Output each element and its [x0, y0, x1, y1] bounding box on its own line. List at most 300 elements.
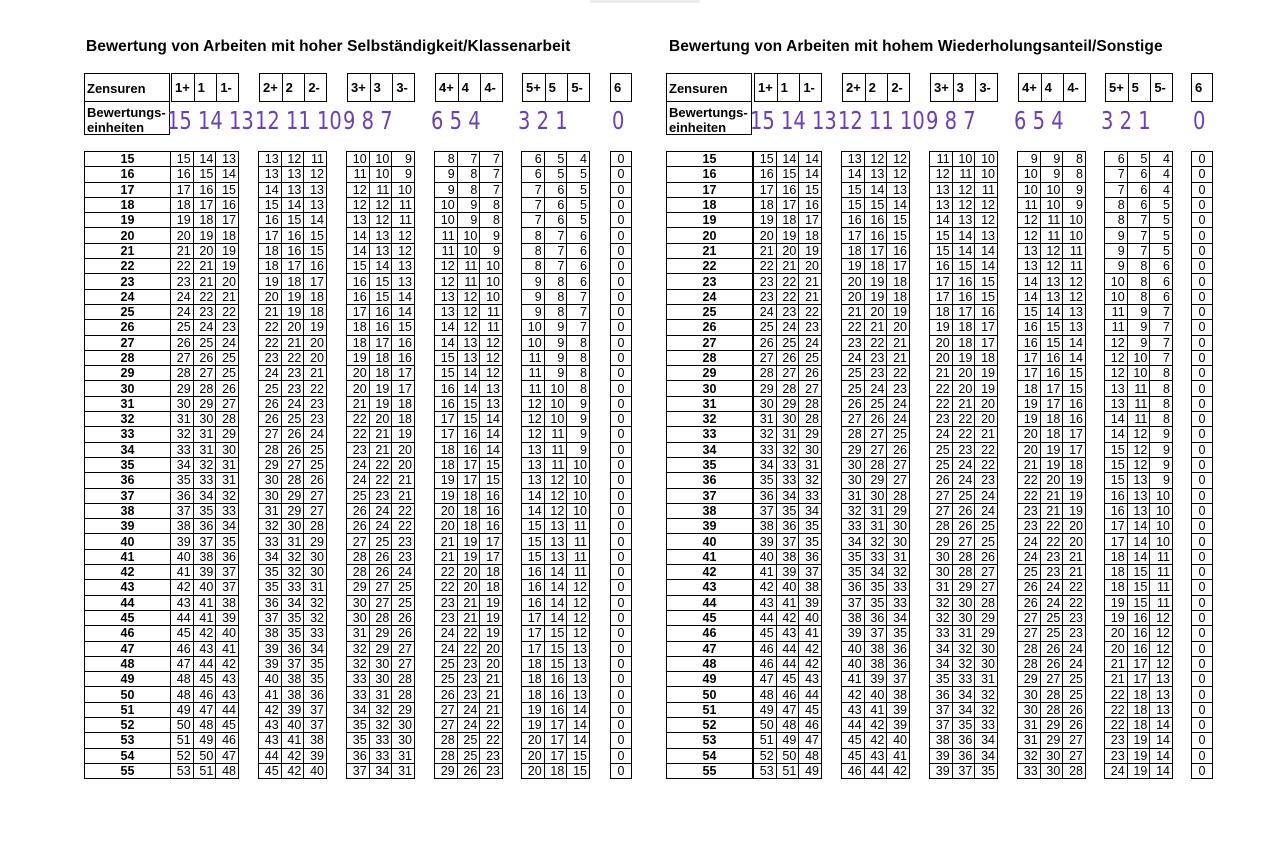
table-row — [842, 350, 910, 365]
value-cell: 19 — [457, 534, 480, 549]
value-cell: 14 — [216, 167, 239, 182]
value-cell: 9 — [457, 197, 480, 212]
table-row — [259, 152, 327, 167]
table-row — [171, 549, 239, 564]
value-cell: 20 — [347, 381, 370, 396]
table-row — [171, 396, 239, 411]
value-cell: 35 — [864, 595, 887, 610]
value-cell: 5 — [567, 167, 590, 182]
table-row — [1192, 717, 1213, 732]
value-cell: 8 — [457, 182, 480, 197]
grade-group-header — [171, 73, 239, 102]
value-cell: 48 — [216, 763, 239, 778]
value-cell: 18 — [171, 197, 194, 212]
value-cell: 34 — [799, 503, 822, 518]
value-cell: 35 — [304, 656, 327, 671]
table-row — [347, 243, 415, 258]
table-row — [611, 167, 632, 182]
value-cell: 29 — [864, 473, 887, 488]
value-cell: 41 — [887, 748, 910, 763]
value-cell: 8 — [1150, 366, 1173, 381]
value-cell: 15 — [567, 748, 590, 763]
value-cell: 16 — [171, 167, 194, 182]
value-cell: 19 — [522, 717, 545, 732]
value-cell: 9 — [1105, 243, 1128, 258]
table-row — [435, 197, 503, 212]
table-row — [611, 656, 632, 671]
value-cell: 33 — [776, 457, 799, 472]
value-cell: 33 — [193, 473, 216, 488]
value-cell: 39 — [930, 763, 953, 778]
value-cell: 13 — [544, 549, 567, 564]
value-cell: 11 — [1018, 197, 1041, 212]
value-cell: 15 — [347, 259, 370, 274]
grade-group-header — [1105, 73, 1173, 102]
value-cell: 9 — [392, 152, 415, 167]
table-row — [171, 656, 239, 671]
value-cell: 27 — [1063, 748, 1086, 763]
table-row — [347, 228, 415, 243]
table-row — [1018, 213, 1086, 228]
table-row — [1018, 656, 1086, 671]
value-cell: 23 — [930, 412, 953, 427]
value-cell: 28 — [887, 488, 910, 503]
value-cell: 21 — [480, 672, 503, 687]
value-cell: 12 — [864, 152, 887, 167]
value-cell: 6 — [1150, 274, 1173, 289]
value-cell: 35 — [930, 672, 953, 687]
value-cell: 12 — [522, 396, 545, 411]
value-cell: 14 — [522, 503, 545, 518]
value-cell: 15 — [799, 182, 822, 197]
table-row — [754, 320, 822, 335]
value-cell: 22 — [1105, 717, 1128, 732]
table-row — [667, 259, 753, 274]
value-cell: 47 — [171, 656, 194, 671]
table-row — [611, 687, 632, 702]
value-cell: 35 — [216, 534, 239, 549]
value-cell: 6 — [567, 274, 590, 289]
value-cell: 18 — [1040, 412, 1063, 427]
value-cell: 25 — [457, 733, 480, 748]
value-cell: 18 — [457, 488, 480, 503]
value-cell: 17 — [171, 182, 194, 197]
value-cell: 4 — [1150, 152, 1173, 167]
table-row — [667, 687, 753, 702]
value-cell: 13 — [1150, 702, 1173, 717]
points-cell: 29 — [667, 366, 753, 381]
table-row — [85, 442, 171, 457]
value-cell: 19 — [435, 473, 458, 488]
value-cell: 8 — [1127, 289, 1150, 304]
table-row — [1105, 228, 1173, 243]
points-cell: 55 — [85, 763, 171, 778]
grade-group-header — [842, 73, 910, 102]
value-cell: 11 — [544, 457, 567, 472]
value-cell: 19 — [975, 381, 998, 396]
table-row — [259, 565, 327, 580]
table-row — [754, 687, 822, 702]
value-cell: 24 — [930, 427, 953, 442]
value-cell: 35 — [281, 626, 304, 641]
points-cell: 36 — [85, 473, 171, 488]
table-row — [1018, 381, 1086, 396]
value-cell: 13 — [304, 182, 327, 197]
table-row — [259, 304, 327, 319]
value-cell: 15 — [1063, 381, 1086, 396]
value-cell: 24 — [975, 488, 998, 503]
value-cell: 10 — [347, 152, 370, 167]
value-cell: 10 — [544, 396, 567, 411]
table-row — [1192, 763, 1213, 778]
value-cell: 51 — [193, 763, 216, 778]
table-row — [611, 748, 632, 763]
value-cell: 35 — [864, 580, 887, 595]
table-row — [930, 442, 998, 457]
value-cell: 27 — [975, 580, 998, 595]
value-cell: 12 — [544, 503, 567, 518]
value-cell: 37 — [776, 534, 799, 549]
table-row — [259, 197, 327, 212]
value-cell: 49 — [754, 702, 777, 717]
value-cell: 13 — [1018, 243, 1041, 258]
value-cell: 13 — [1127, 488, 1150, 503]
table-row — [930, 717, 998, 732]
value-cell: 24 — [1040, 580, 1063, 595]
points-cell: 25 — [85, 304, 171, 319]
value-cell: 38 — [887, 687, 910, 702]
value-cell: 33 — [347, 687, 370, 702]
value-cell: 48 — [754, 687, 777, 702]
value-cell: 15 — [1127, 580, 1150, 595]
value-cell: 46 — [754, 656, 777, 671]
points-cell: 30 — [85, 381, 171, 396]
value-cell: 43 — [864, 748, 887, 763]
table-row — [754, 473, 822, 488]
value-cell: 18 — [930, 304, 953, 319]
value-cell: 32 — [799, 473, 822, 488]
table-row — [259, 717, 327, 732]
table-row — [1018, 580, 1086, 595]
value-cell: 21 — [1018, 457, 1041, 472]
value-cell: 26 — [369, 565, 392, 580]
grade-label-separator — [304, 74, 305, 101]
value-cell: 32 — [1018, 748, 1041, 763]
value-cell: 13 — [952, 213, 975, 228]
value-cell: 15 — [1127, 595, 1150, 610]
grade-label: 4 — [461, 80, 469, 95]
value-cell: 20 — [193, 243, 216, 258]
value-cell: 13 — [1040, 289, 1063, 304]
table-row — [522, 274, 590, 289]
handwritten-units: 12 11 10 — [255, 106, 342, 135]
value-cell: 28 — [1018, 656, 1041, 671]
value-cell: 22 — [259, 335, 282, 350]
value-cell: 50 — [754, 717, 777, 732]
value-cell: 12 — [1150, 656, 1173, 671]
value-cell: 29 — [952, 580, 975, 595]
value-cell: 25 — [171, 320, 194, 335]
table-row — [1018, 412, 1086, 427]
points-cell: 32 — [667, 412, 753, 427]
table-row — [611, 473, 632, 488]
value-cell: 0 — [611, 595, 632, 610]
table-row — [522, 442, 590, 457]
value-cell: 19 — [281, 289, 304, 304]
value-cell: 34 — [347, 702, 370, 717]
table-row — [347, 350, 415, 365]
table-row — [85, 427, 171, 442]
value-cell: 9 — [567, 427, 590, 442]
value-cell: 10 — [975, 167, 998, 182]
value-cell: 35 — [776, 503, 799, 518]
table-row — [259, 228, 327, 243]
value-cell: 23 — [1018, 519, 1041, 534]
value-cell: 11 — [304, 152, 327, 167]
value-cell: 15 — [1040, 335, 1063, 350]
table-row — [1192, 733, 1213, 748]
table-row — [85, 733, 171, 748]
table-row — [1192, 320, 1213, 335]
table-row — [435, 335, 503, 350]
points-cell: 54 — [667, 748, 753, 763]
table-row — [930, 335, 998, 350]
table-row — [667, 396, 753, 411]
value-cell: 21 — [842, 304, 865, 319]
value-cell: 23 — [952, 442, 975, 457]
table-row — [435, 610, 503, 625]
value-cell: 0 — [611, 197, 632, 212]
value-cell: 38 — [216, 595, 239, 610]
value-cell: 15 — [392, 320, 415, 335]
grade-label: 3+ — [934, 80, 949, 95]
value-cell: 7 — [567, 320, 590, 335]
value-cell: 5 — [1127, 152, 1150, 167]
table-row — [930, 243, 998, 258]
value-cell: 27 — [392, 641, 415, 656]
value-cell: 31 — [864, 503, 887, 518]
value-cell: 42 — [259, 702, 282, 717]
value-cell: 29 — [193, 396, 216, 411]
value-cell: 7 — [1127, 228, 1150, 243]
zensuren-label-box — [84, 73, 170, 102]
value-cell: 38 — [776, 549, 799, 564]
value-cell: 36 — [193, 519, 216, 534]
table-row — [1018, 626, 1086, 641]
value-cell: 14 — [392, 289, 415, 304]
value-cell: 40 — [304, 763, 327, 778]
value-cell: 8 — [522, 259, 545, 274]
value-cell: 36 — [887, 641, 910, 656]
points-cell: 23 — [85, 274, 171, 289]
value-cell: 0 — [611, 702, 632, 717]
table-row — [842, 304, 910, 319]
value-cell: 44 — [171, 610, 194, 625]
table-row — [171, 534, 239, 549]
table-row — [85, 672, 171, 687]
value-cell: 15 — [369, 274, 392, 289]
value-cell: 18 — [1105, 580, 1128, 595]
value-cell: 11 — [544, 427, 567, 442]
table-row — [171, 687, 239, 702]
table-row — [842, 473, 910, 488]
value-cell: 8 — [567, 335, 590, 350]
table-row — [1105, 488, 1173, 503]
value-cell: 36 — [776, 519, 799, 534]
value-cell: 9 — [567, 442, 590, 457]
value-cell: 16 — [435, 381, 458, 396]
table-row — [754, 304, 822, 319]
table-row — [667, 335, 753, 350]
value-cell: 14 — [304, 213, 327, 228]
value-cell: 30 — [1018, 687, 1041, 702]
table-row — [1105, 427, 1173, 442]
value-cell: 12 — [567, 580, 590, 595]
table-row — [1192, 213, 1213, 228]
value-cell: 45 — [216, 717, 239, 732]
value-cell: 5 — [567, 213, 590, 228]
value-cell: 16 — [975, 304, 998, 319]
value-cell: 42 — [864, 717, 887, 732]
table-row — [435, 626, 503, 641]
table-row — [667, 672, 753, 687]
value-cell: 22 — [930, 381, 953, 396]
value-cell: 42 — [799, 641, 822, 656]
points-column — [84, 151, 171, 779]
table-row — [754, 427, 822, 442]
value-cell: 21 — [392, 488, 415, 503]
points-cell: 16 — [85, 167, 171, 182]
table-row — [930, 672, 998, 687]
table-row — [842, 396, 910, 411]
value-cell: 8 — [1150, 412, 1173, 427]
grade-group-header — [1018, 73, 1086, 102]
table-row — [1105, 702, 1173, 717]
value-cell: 9 — [1150, 457, 1173, 472]
table-row — [171, 381, 239, 396]
table-row — [171, 473, 239, 488]
value-cell: 13 — [887, 182, 910, 197]
value-cell: 22 — [171, 259, 194, 274]
table-row — [522, 152, 590, 167]
table-row — [259, 243, 327, 258]
table-row — [347, 763, 415, 778]
table-row — [754, 243, 822, 258]
grade-label: 1- — [803, 80, 815, 95]
value-cell: 12 — [435, 259, 458, 274]
value-cell: 16 — [304, 259, 327, 274]
table-row — [667, 289, 753, 304]
value-cell: 37 — [930, 702, 953, 717]
value-cell: 14 — [887, 197, 910, 212]
value-cell: 27 — [975, 565, 998, 580]
table-row — [1018, 503, 1086, 518]
points-cell: 44 — [85, 595, 171, 610]
value-cell: 11 — [392, 197, 415, 212]
value-cell: 47 — [776, 702, 799, 717]
table-row — [1105, 259, 1173, 274]
value-cell: 11 — [480, 320, 503, 335]
value-cell: 14 — [1150, 717, 1173, 732]
value-cell: 53 — [171, 763, 194, 778]
value-cell: 9 — [392, 167, 415, 182]
value-cell: 10 — [1150, 534, 1173, 549]
value-cell: 12 — [480, 366, 503, 381]
value-cell: 20 — [480, 656, 503, 671]
value-cell: 24 — [171, 289, 194, 304]
table-row — [930, 656, 998, 671]
table-row — [435, 580, 503, 595]
value-cell: 19 — [930, 320, 953, 335]
value-cell: 12 — [1018, 213, 1041, 228]
table-row — [842, 274, 910, 289]
value-cell: 30 — [887, 519, 910, 534]
value-cell: 11 — [392, 213, 415, 228]
value-cell: 24 — [457, 717, 480, 732]
value-cell: 13 — [842, 152, 865, 167]
table-row — [1018, 488, 1086, 503]
value-cell: 13 — [1150, 672, 1173, 687]
value-cell: 19 — [522, 702, 545, 717]
value-cell: 29 — [887, 503, 910, 518]
grade-label-separator — [194, 74, 195, 101]
value-cell: 7 — [480, 152, 503, 167]
value-cell: 24 — [799, 335, 822, 350]
value-cell: 42 — [887, 763, 910, 778]
value-cell: 32 — [193, 457, 216, 472]
value-cell: 35 — [952, 717, 975, 732]
value-cell: 36 — [952, 733, 975, 748]
value-cell: 16 — [1127, 626, 1150, 641]
value-cell: 23 — [975, 473, 998, 488]
value-cell: 18 — [522, 672, 545, 687]
value-cell: 13 — [1127, 473, 1150, 488]
table-row — [1018, 243, 1086, 258]
value-cell: 29 — [1040, 717, 1063, 732]
value-cell: 13 — [369, 243, 392, 258]
value-cell: 26 — [952, 519, 975, 534]
table-row — [611, 427, 632, 442]
value-cell: 25 — [930, 457, 953, 472]
grade-label: 4 — [1044, 80, 1052, 95]
value-cell: 17 — [544, 733, 567, 748]
table-row — [1018, 366, 1086, 381]
grade-label: 2+ — [846, 80, 861, 95]
value-cell: 7 — [1105, 167, 1128, 182]
value-cell: 23 — [457, 687, 480, 702]
value-cell: 8 — [1150, 381, 1173, 396]
value-cell: 39 — [259, 641, 282, 656]
value-cell: 9 — [1127, 320, 1150, 335]
table-row — [85, 534, 171, 549]
value-cell: 22 — [887, 366, 910, 381]
value-cell: 19 — [1018, 396, 1041, 411]
table-row — [754, 656, 822, 671]
points-cell: 38 — [667, 503, 753, 518]
value-cell: 36 — [799, 549, 822, 564]
value-cell: 34 — [975, 733, 998, 748]
table-row — [85, 228, 171, 243]
value-cell: 10 — [1127, 350, 1150, 365]
table-row — [611, 396, 632, 411]
value-cell: 11 — [1150, 595, 1173, 610]
table-row — [522, 672, 590, 687]
value-cell: 32 — [842, 503, 865, 518]
table-row — [754, 748, 822, 763]
value-cell: 14 — [864, 182, 887, 197]
table-row — [259, 580, 327, 595]
value-cell: 37 — [864, 626, 887, 641]
